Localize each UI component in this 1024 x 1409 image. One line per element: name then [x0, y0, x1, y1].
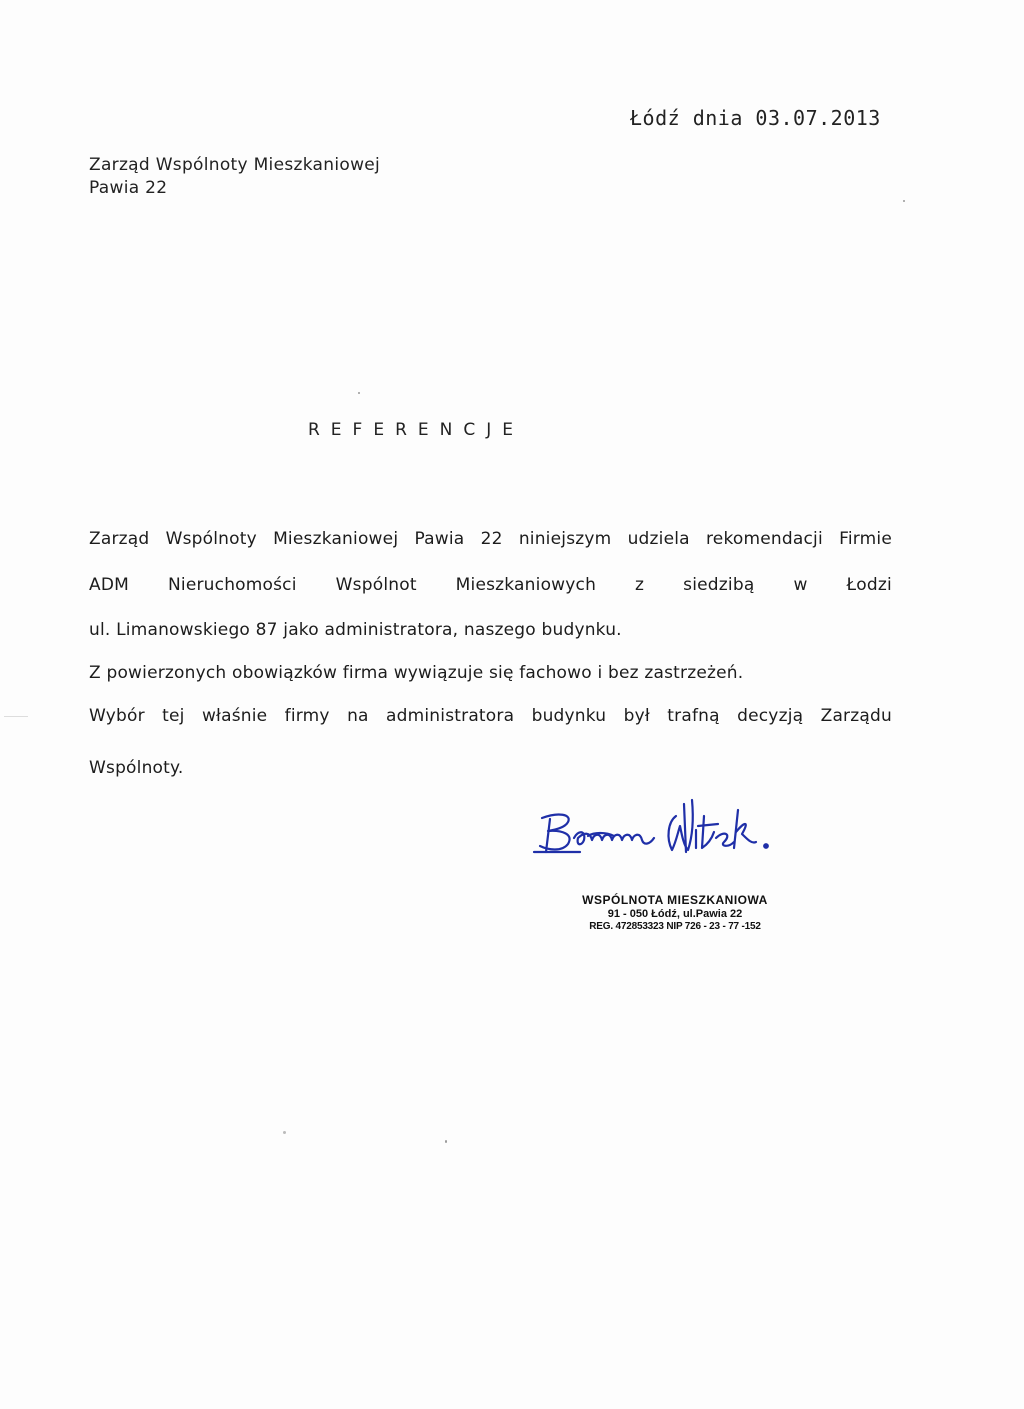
word: ADM	[89, 575, 129, 595]
word: był	[623, 706, 650, 726]
word: budynku	[531, 706, 607, 726]
word: na	[347, 706, 369, 726]
word: 22	[480, 529, 503, 549]
word: Wspólnoty	[165, 529, 257, 549]
stamp-line-3: REG. 472853323 NIP 726 - 23 - 77 -152	[589, 921, 761, 932]
word: Łodzi	[846, 575, 892, 595]
word: Zarząd	[89, 529, 150, 549]
document-title: REFERENCJE	[308, 420, 524, 440]
word: Wspólnot	[335, 575, 417, 595]
word: administratora	[386, 706, 515, 726]
word: Nieruchomości	[167, 575, 297, 595]
date-line: Łódź dnia 03.07.2013	[630, 106, 881, 130]
organization-stamp	[560, 893, 790, 932]
word: rekomendacji	[705, 529, 823, 549]
stamp-line-2: 91 - 050 Łódź, ul.Pawia 22	[607, 908, 743, 920]
word: udziela	[627, 529, 690, 549]
scan-edge-mark	[4, 716, 28, 717]
word: trafną	[667, 706, 720, 726]
body-line-2	[89, 575, 892, 595]
body-line-5	[89, 706, 892, 726]
body-line-6: Wspólnoty.	[89, 758, 184, 778]
word: firmy	[284, 706, 330, 726]
handwritten-signature	[528, 786, 788, 866]
stamp-line-1: WSPÓLNOTA MIESZKANIOWA	[582, 893, 768, 907]
word: tej	[162, 706, 185, 726]
body-line-1	[89, 529, 892, 549]
addressee-line-1: Zarząd Wspólnoty Mieszkaniowej	[89, 155, 381, 175]
word: niniejszym	[518, 529, 612, 549]
word: właśnie	[201, 706, 268, 726]
body-line-3: ul. Limanowskiego 87 jako administratora, naszego budynku.	[89, 620, 622, 640]
word: w	[793, 575, 808, 595]
word: Zarządu	[820, 706, 892, 726]
addressee-block	[89, 154, 380, 200]
word: Mieszkaniowych	[455, 575, 597, 595]
scan-speck	[358, 392, 360, 394]
body-line-4: Z powierzonych obowiązków firma wywiązuje się fachowo i bez zastrzeżeń.	[89, 663, 744, 683]
scan-speck	[283, 1131, 286, 1134]
word: Mieszkaniowej	[273, 529, 399, 549]
scan-speck	[445, 1140, 447, 1143]
word: Wybór	[89, 706, 145, 726]
word: Firmie	[839, 529, 892, 549]
scan-speck	[903, 200, 905, 202]
word: siedzibą	[683, 575, 755, 595]
word: decyzją	[737, 706, 804, 726]
word: z	[635, 575, 645, 595]
addressee-line-2: Pawia 22	[89, 178, 168, 198]
word: Pawia	[414, 529, 465, 549]
